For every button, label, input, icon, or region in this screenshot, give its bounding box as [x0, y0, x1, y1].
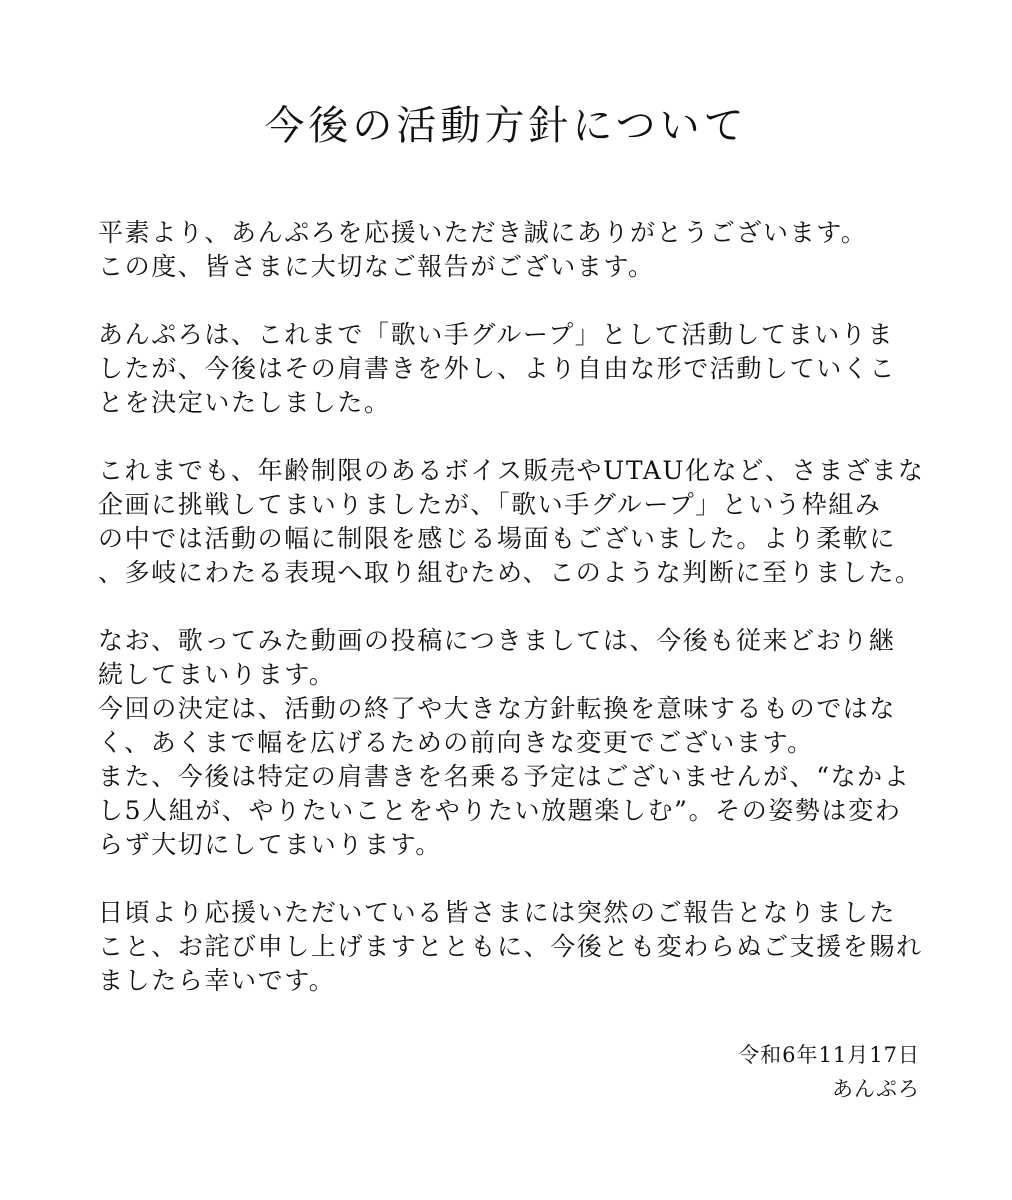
- text-line: とを決定いたしました。: [98, 388, 391, 417]
- signature-date: 令和6年11月17日: [738, 1043, 920, 1067]
- text-line: の中では活動の幅に制限を感じる場面もございました。より柔軟に: [98, 524, 897, 553]
- text-line: ましたら幸いです。: [98, 966, 336, 995]
- signature-name: あんぷろ: [832, 1077, 920, 1101]
- text-line: 平素より、あんぷろを応援いただき誠にありがとうございます。: [98, 218, 868, 247]
- text-line: らず大切にしてまいります。: [98, 830, 442, 859]
- document-title: 今後の活動方針について: [264, 103, 748, 149]
- text-line: あんぷろは、これまで「歌い手グループ」として活動してまいりま: [98, 320, 895, 349]
- text-line: 日頃より応援いただいている皆さまには突然のご報告となりました: [98, 898, 897, 927]
- text-line: なお、歌ってみた動画の投稿につきましては、今後も従来どおり継: [98, 626, 896, 655]
- paragraph-continuation: [98, 624, 938, 862]
- text-line: こと、お詫び申し上げますとともに、今後とも変わらぬご支援を賜れ: [98, 932, 923, 961]
- text-line: この度、皆さまに大切なご報告がございます。: [98, 252, 655, 281]
- text-line: 今回の決定は、活動の終了や大きな方針転換を意味するものではな: [98, 694, 897, 723]
- text-line: したが、今後はその肩書きを外し、より自由な形で活動していくこ: [98, 354, 897, 383]
- text-line: 、多岐にわたる表現へ取り組むため、このような判断に至りました。: [98, 558, 922, 587]
- text-line: 続してまいります。: [98, 660, 336, 689]
- signature-block: [738, 1038, 920, 1106]
- text-line: 企画に挑戦してまいりましたが、「歌い手グループ」という枠組み: [98, 490, 882, 519]
- text-line: く、あくまで幅を広げるための前向きな変更でございます。: [98, 728, 814, 757]
- paragraph-decision: [98, 318, 938, 420]
- paragraph-greeting: [98, 216, 938, 284]
- text-line: また、今後は特定の肩書きを名乗る予定はございませんが、“なかよ: [98, 762, 911, 791]
- text-line: これまでも、年齢制限のあるボイス販売やUTAU化など、さまざまな: [98, 456, 925, 485]
- announcement-body: [98, 216, 938, 1032]
- text-line: し5人組が、やりたいことをやりたい放題楽しむ”。その姿勢は変わ: [98, 796, 902, 825]
- paragraph-closing: [98, 896, 938, 998]
- paragraph-reason: [98, 454, 938, 590]
